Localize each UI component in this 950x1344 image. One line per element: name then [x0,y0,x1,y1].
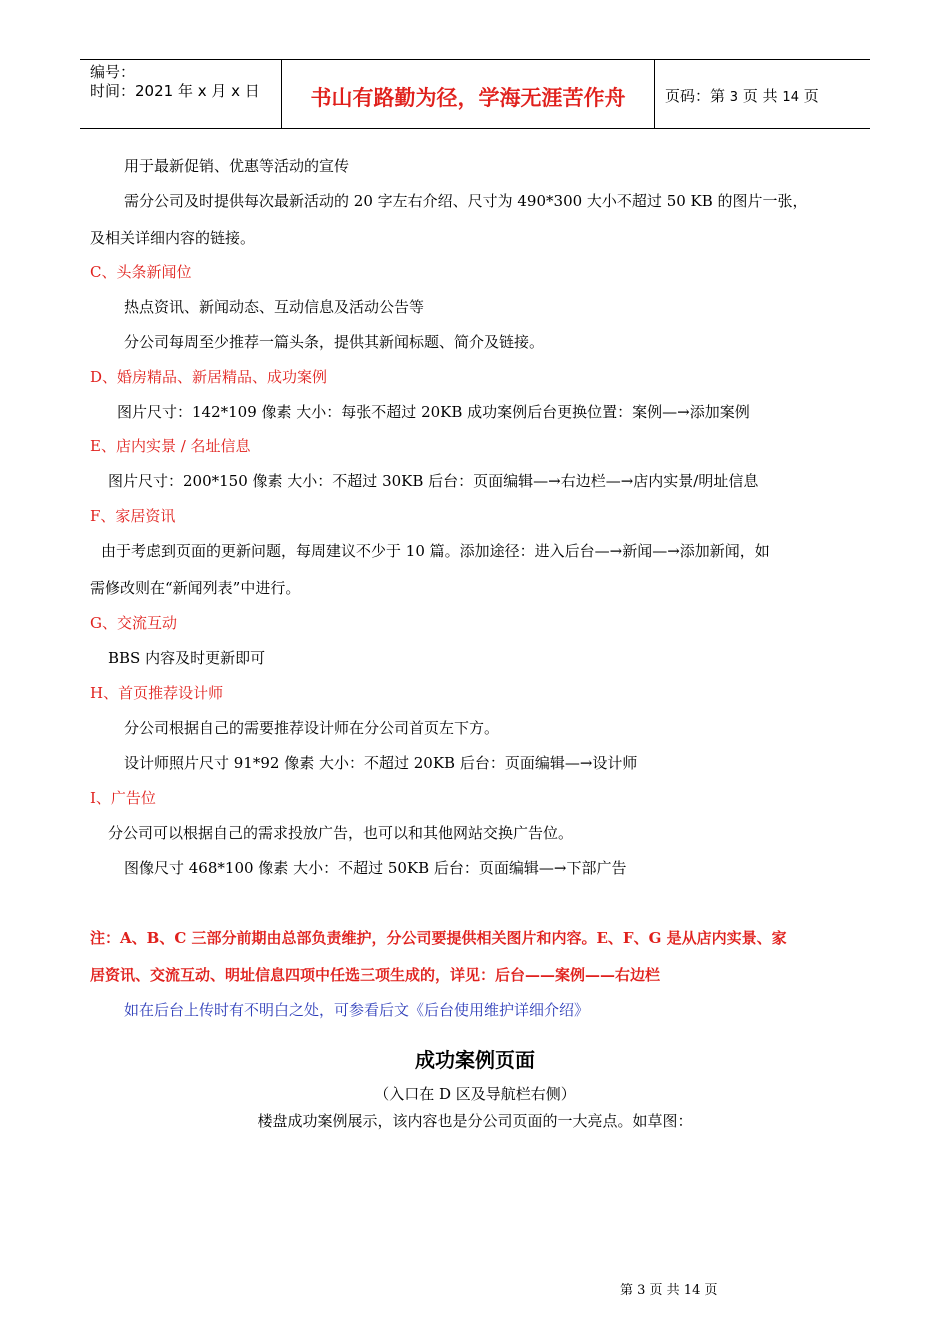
body-line: 分公司每周至少推荐一篇头条，提供其新闻标题、简介及链接。 [124,333,545,351]
note-link-line: 如在后台上传时有不明白之处，可参看后文《后台使用维护详细介绍》 [124,1001,590,1019]
page-footer: 第 3 页 共 14 页 [620,1283,718,1298]
page-prefix: 页码：第 [665,87,726,105]
body-line: 需修改则在“新闻列表”中进行。 [90,579,301,597]
body-line: 及相关详细内容的链接。 [90,229,256,247]
body-line: 图像尺寸 468*100 像素 大小：不超过 50KB 后台：页面编辑—→下部广告 [124,859,627,877]
header-page-number [665,85,819,106]
doc-time-label: 时间：2021 年 x 月 x 日 [90,82,260,100]
body-line: 图片尺寸：200*150 像素 大小：不超过 30KB 后台：页面编辑—→右边栏—→店内实景/明址信息 [108,472,759,490]
section-heading-h: H、首页推荐设计师 [90,684,224,702]
section-heading-d: D、婚房精品、新居精品、成功案例 [90,368,328,386]
page-header [80,59,870,129]
section-heading-c: C、头条新闻位 [90,263,192,281]
body-line: 由于考虑到页面的更新问题，每周建议不少于 10 篇。添加途径：进入后台—→新闻—→添加新闻，如 [101,542,770,560]
header-meta [90,63,260,101]
section-subtitle: （入口在 D 区及导航栏右侧） [374,1085,576,1103]
section-heading-e: E、店内实景 / 名址信息 [90,437,251,455]
body-line: 图片尺寸：142*109 像素 大小：每张不超过 20KB 成功案例后台更换位置：案例—→添加案例 [117,403,750,421]
body-line: BBS 内容及时更新即可 [108,649,266,667]
section-heading-i: I、广告位 [90,789,156,807]
section-heading-g: G、交流互动 [90,614,177,632]
page-suffix: 页 [803,87,819,105]
section-heading-f: F、家居资讯 [90,507,176,525]
header-divider [654,60,655,128]
body-line: 设计师照片尺寸 91*92 像素 大小：不超过 20KB 后台：页面编辑—→设计师 [124,754,638,772]
body-line: 热点资讯、新闻动态、互动信息及活动公告等 [124,298,425,316]
section-intro: 楼盘成功案例展示，该内容也是分公司页面的一大亮点。如草图： [257,1112,693,1130]
page-mid: 页 共 [742,87,778,105]
body-line: 需分公司及时提供每次最新活动的 20 字左右介绍、尺寸为 490*300 大小不超过 50 KB 的图片一张， [124,192,808,210]
body-line: 分公司根据自己的需要推荐设计师在分公司首页左下方。 [124,719,500,737]
note-line: 居资讯、交流互动、明址信息四项中任选三项生成的，详见：后台——案例——右边栏 [90,966,661,984]
page-current: 3 [729,90,739,105]
section-title: 成功案例页面 [415,1048,535,1072]
doc-number-label: 编号： [90,63,136,81]
body-line: 分公司可以根据自己的需求投放广告，也可以和其他网站交换广告位。 [108,824,574,842]
body-line: 用于最新促销、优惠等活动的宣传 [124,157,350,175]
page-total: 14 [782,90,799,105]
header-motto: 书山有路勤为径，学海无涯苦作舟 [310,86,626,110]
note-line: 注：A、B、C 三部分前期由总部负责维护，分公司要提供相关图片和内容。E、F、G 是从店内实景、家 [90,929,787,947]
